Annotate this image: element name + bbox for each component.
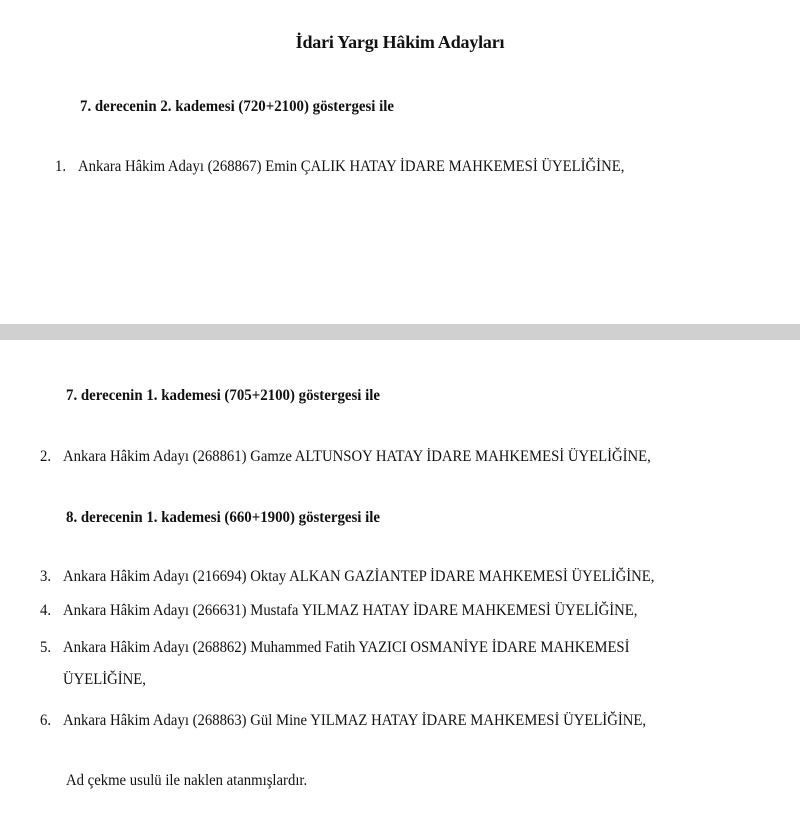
item-number: 3. bbox=[40, 568, 52, 585]
closing-sentence: Ad çekme usulü ile naklen atanmışlardır. bbox=[66, 772, 308, 789]
grade-heading-7-2: 7. derecenin 2. kademesi (720+2100) göstergesi ile bbox=[80, 98, 395, 115]
item-text-continuation: ÜYELİĞİNE, bbox=[63, 671, 146, 688]
item-number: 6. bbox=[40, 712, 52, 729]
item-number: 2. bbox=[40, 448, 52, 465]
item-number: 5. bbox=[40, 639, 52, 656]
item-text: Ankara Hâkim Adayı (268863) Gül Mine YILMAZ HATAY İDARE MAHKEMESİ ÜYELİĞİNE, bbox=[63, 712, 647, 729]
document-title: İdari Yargı Hâkim Adayları bbox=[295, 32, 505, 52]
item-number: 4. bbox=[40, 602, 52, 619]
item-text: Ankara Hâkim Adayı (266631) Mustafa YILMAZ HATAY İDARE MAHKEMESİ ÜYELİĞİNE, bbox=[63, 602, 638, 619]
item-text: Ankara Hâkim Adayı (216694) Oktay ALKAN GAZİANTEP İDARE MAHKEMESİ ÜYELİĞİNE, bbox=[63, 568, 655, 585]
item-text: Ankara Hâkim Adayı (268861) Gamze ALTUNSOY HATAY İDARE MAHKEMESİ ÜYELİĞİNE, bbox=[63, 448, 651, 465]
item-text: Ankara Hâkim Adayı (268862) Muhammed Fatih YAZICI OSMANİYE İDARE MAHKEMESİ bbox=[63, 639, 630, 656]
document-page-top bbox=[0, 0, 800, 324]
grade-heading-8-1: 8. derecenin 1. kademesi (660+1900) göstergesi ile bbox=[66, 509, 381, 526]
item-text: Ankara Hâkim Adayı (268867) Emin ÇALIK HATAY İDARE MAHKEMESİ ÜYELİĞİNE, bbox=[78, 158, 625, 175]
document-page-bottom bbox=[0, 340, 800, 822]
page-separator bbox=[0, 324, 800, 340]
item-number: 1. bbox=[55, 158, 67, 175]
grade-heading-7-1: 7. derecenin 1. kademesi (705+2100) göstergesi ile bbox=[66, 387, 381, 404]
